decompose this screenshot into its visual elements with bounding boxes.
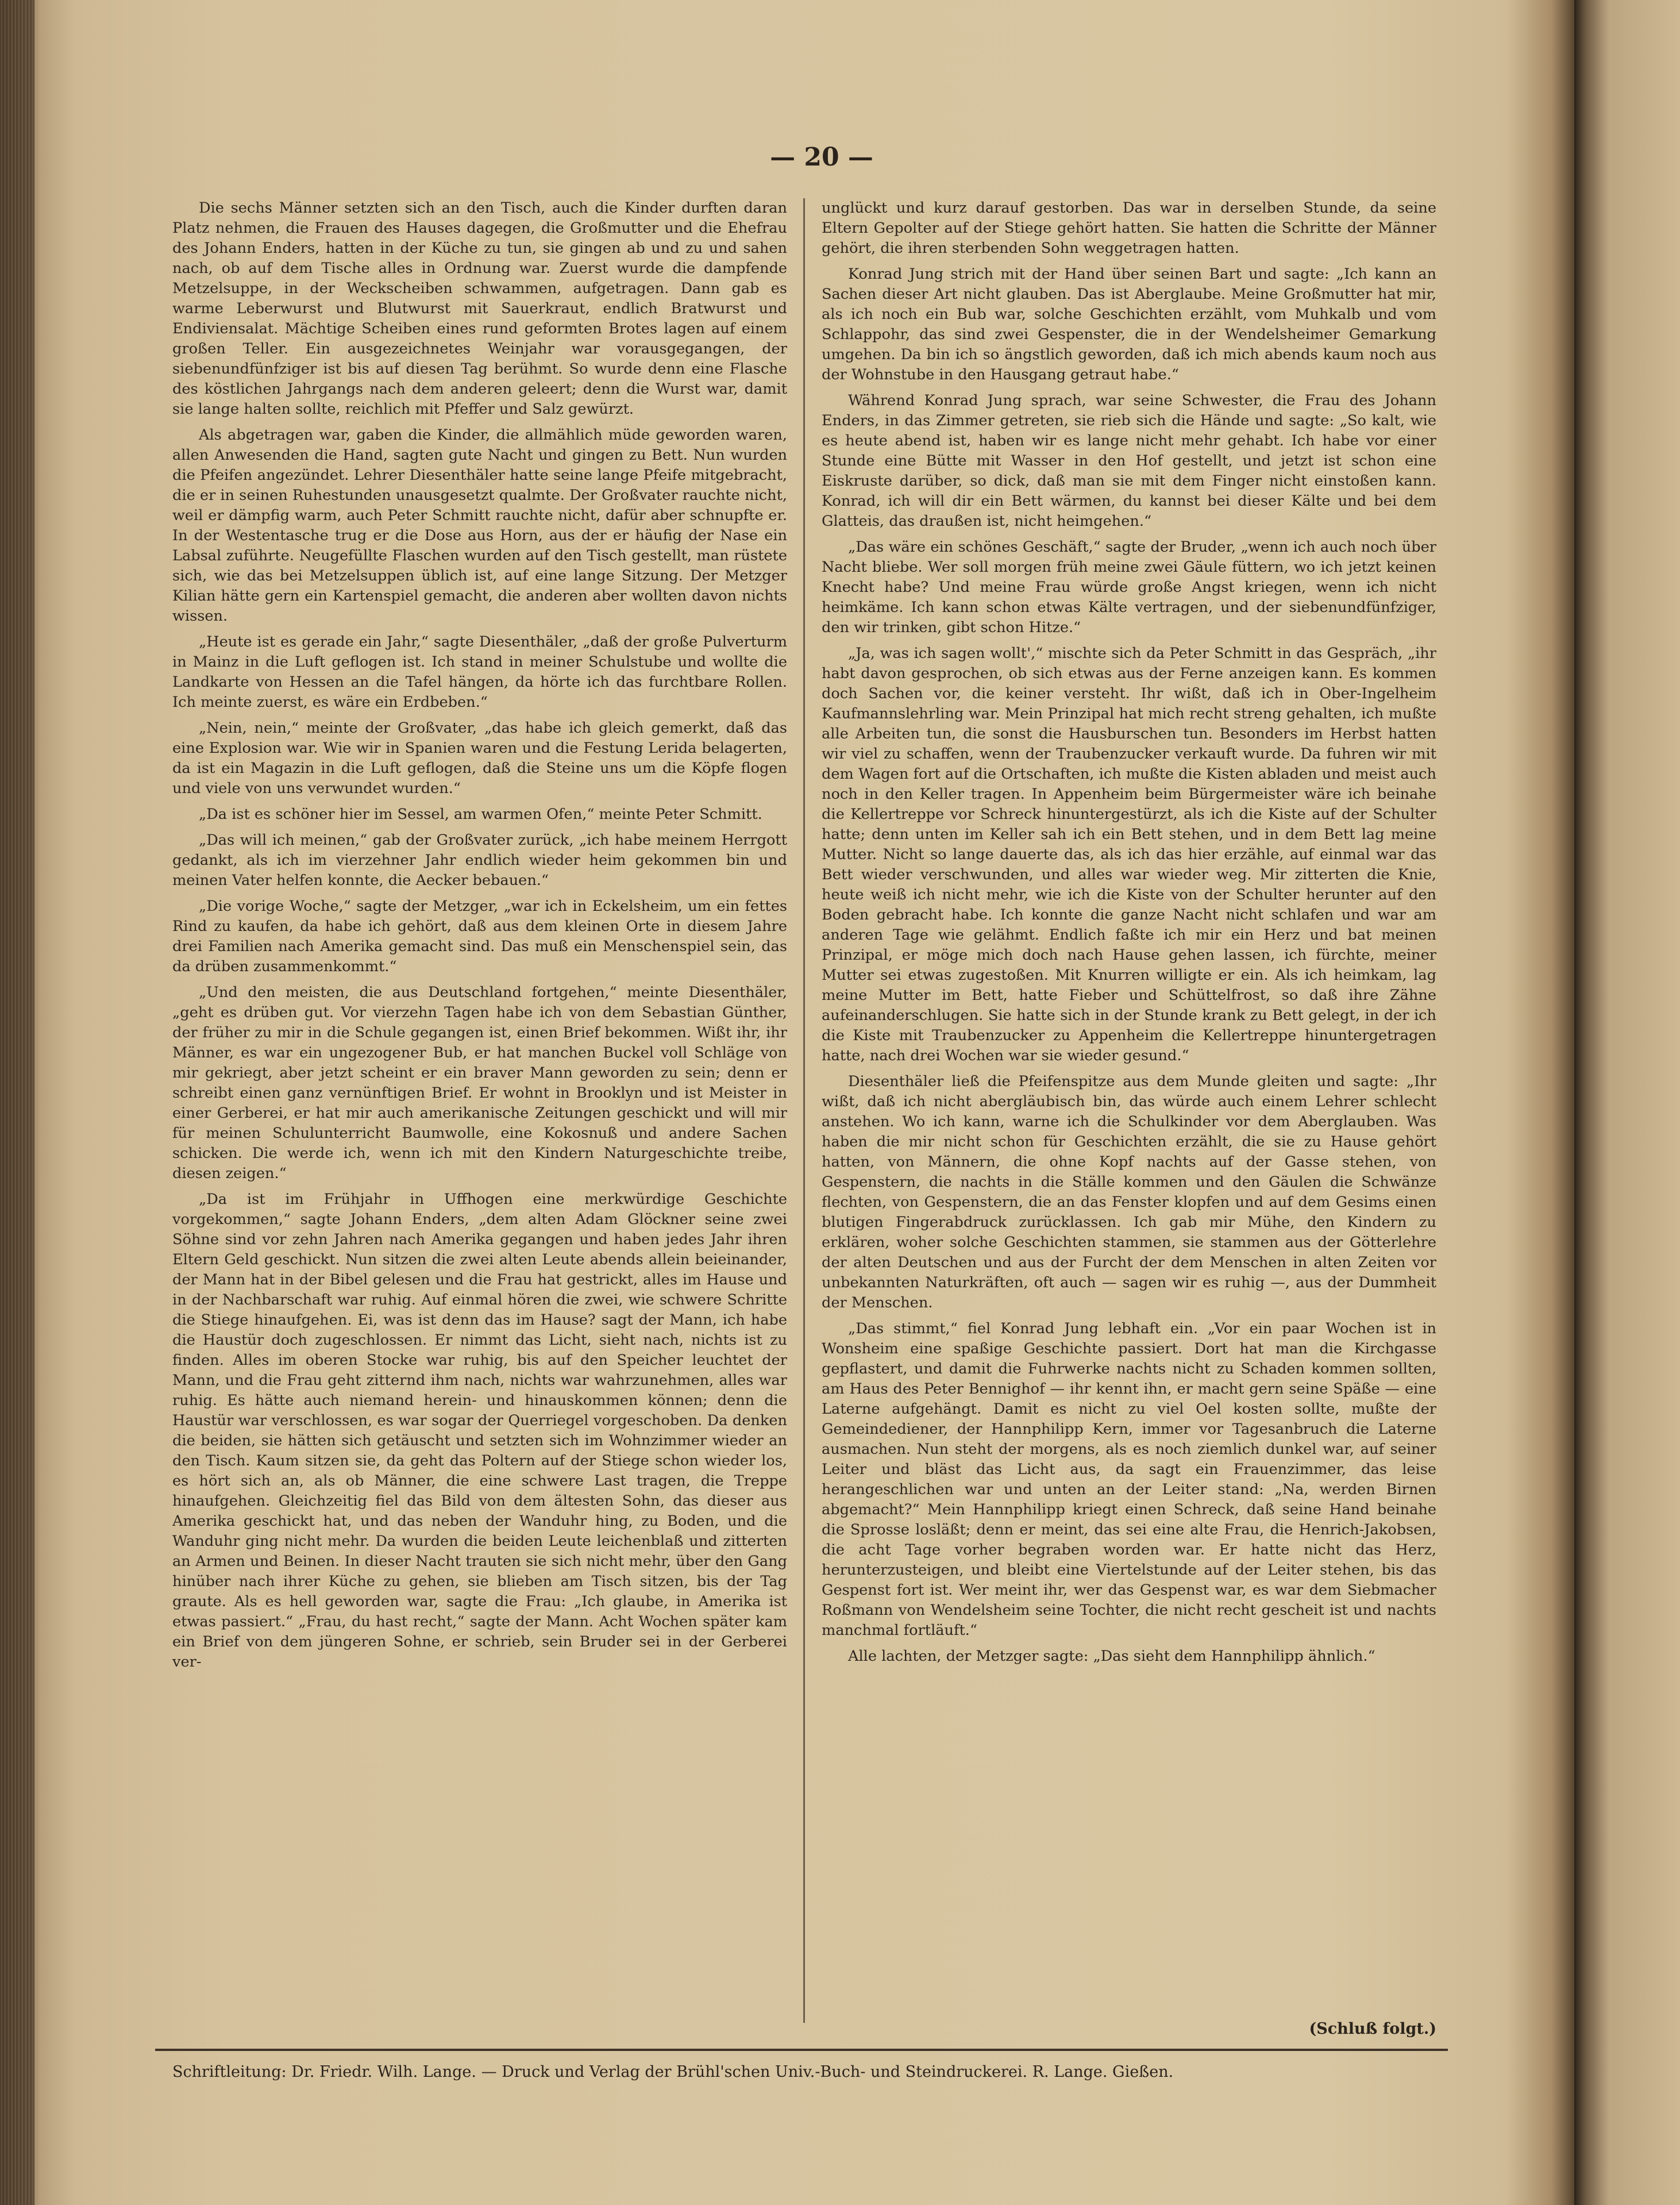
paragraph: unglückt und kurz darauf gestorben. Das war in derselben Stunde, da seine Eltern Gepolter auf der Stiege gehört hatten. Sie hatten die Schritte der Männer gehört, die ihren sterbenden Sohn weggetragen hatten.	[822, 199, 1436, 257]
page-number: — 20 —	[770, 143, 873, 172]
paragraph: „Und den meisten, die aus Deutschland fortgehen,“ meinte Diesenthäler, „geht es drüben gut. Vor vierzehn Tagen habe ich von dem Sebastian Günther, der früher zu mir in die Schule gegangen ist, einen Brief bekommen. Wißt ihr, ihr Männer, es war ein ungezogener Bub, er hat manchen Buckel voll Schläge von mir gekriegt, aber jetzt scheint er ein braver Mann geworden zu sein; denn er schreibt einen ganz vernünftigen Brief. Er wohnt in Brooklyn und ist Meister in einer Gerberei, er hat mir auch amerikanische Zeitungen geschickt und will mir für meinen Schulunterricht Baumwolle, eine Kokosnuß und andere Sachen schicken. Die werde ich, wenn ich mit den Kindern Naturgeschichte treibe, diesen zeigen.“	[172, 984, 787, 1182]
paragraph: Die sechs Männer setzten sich an den Tisch, auch die Kinder durften daran Platz nehmen, die Frauen des Hauses dagegen, die Großmutter und die Ehefrau des Johann Enders, hatten in der Küche zu tun, sie gingen ab und zu und sahen nach, ob auf dem Tische alles in Ordnung war. Zuerst wurde die dampfende Metzelsuppe, in der Weckscheiben schwammen, aufgetragen. Dann gab es warme Leberwurst und Blutwurst mit Sauerkraut, endlich Bratwurst und Endiviensalat. Mächtige Scheiben eines rund geformten Brotes lagen auf einem großen Teller. Ein ausgezeichnetes Weinjahr war vorausgegangen, der siebenundfünfziger ist bis auf diesen Tag berühmt. So wurde denn eine Flasche des köstlichen Jahrgangs nach dem anderen geleert; denn die Wurst war, damit sie lange halten sollte, reichlich mit Pfeffer und Salz gewürzt.	[172, 199, 787, 418]
paragraph: „Das will ich meinen,“ gab der Großvater zurück, „ich habe meinem Herrgott gedankt, als ich im vierzehner Jahr endlich wieder heim gekommen bin und meinen Vater helfen konnte, die Aecker bebauen.“	[172, 832, 787, 889]
column-divider	[803, 198, 805, 2023]
paragraph: „Ja, was ich sagen wollt',“ mischte sich da Peter Schmitt in das Gespräch, „ihr habt davon gesprochen, ob sich etwas aus der Ferne anzeigen kann. Es kommen doch Sachen vor, die keiner versteht. Ihr wißt, daß ich in Ober-Ingelheim Kaufmannslehrling war. Mein Prinzipal hat mich recht streng gehalten, ich mußte alle Arbeiten tun, die sonst die Hausburschen tun. Besonders im Herbst hatten wir viel zu schaffen, wenn der Traubenzucker verkauft wurde. Da fuhren wir mit dem Wagen fort auf die Ortschaften, ich mußte die Kisten abladen und meist auch noch in den Keller tragen. In Appenheim beim Bürgermeister wäre ich beinahe die Kellertreppe vor Schreck hinuntergestürzt, als ich die Kiste auf der Schulter hatte; denn unten im Keller sah ich ein Bett stehen, und in dem Bett lag meine Mutter. Nicht so lange dauerte das, als ich das hier erzähle, auf einmal war das Bett wieder verschwunden, und alles war wieder weg. Mir zitterten die Knie, heute weiß ich nicht mehr, wie ich die Kiste von der Schulter herunter auf den Boden gebracht habe. Ich konnte die ganze Nacht nicht schlafen und war am anderen Tage wie gelähmt. Endlich faßte ich mir ein Herz und bat meinen Prinzipal, er möge mich doch nach Hause gehen lassen, ich fürchte, meiner Mutter sei etwas zugestoßen. Mit Knurren willigte er ein. Als ich heimkam, lag meine Mutter im Bett, hatte Fieber und Schüttelfrost, so daß ihre Zähne aufeinanderschlugen. Sie hatte sich in der Stunde krank zu Bett gelegt, in der ich die Kiste mit Traubenzucker zu Appenheim die Kellertreppe hinuntergetragen hatte, nach drei Wochen war sie wieder gesund.“	[822, 645, 1436, 1064]
paragraph: „Die vorige Woche,“ sagte der Metzger, „war ich in Eckelsheim, um ein fettes Rind zu kaufen, da habe ich gehört, daß aus dem kleinen Orte in diesem Jahre drei Familien nach Amerika gemacht sind. Das muß ein Menschenspiel sein, das da drüben zusammenkommt.“	[172, 898, 787, 975]
paragraph: Als abgetragen war, gaben die Kinder, die allmählich müde geworden waren, allen Anwesenden die Hand, sagten gute Nacht und gingen zu Bett. Nun wurden die Pfeifen angezündet. Lehrer Diesenthäler hatte seine lange Pfeife mitgebracht, die er in seinen Ruhestunden unausgesetzt qualmte. Der Großvater rauchte nicht, weil er dämpfig warm, auch Peter Schmitt rauchte nicht, dafür aber schnupfte er. In der Westentasche trug er die Dose aus Horn, aus der er häufig der Nase ein Labsal zuführte. Neugefüllte Flaschen wurden auf den Tisch gestellt, man rüstete sich, wie das bei Metzelsuppen üblich ist, auf eine lange Sitzung. Der Metzger Kilian hätte gern ein Kartenspiel gemacht, die anderen aber wollten davon nichts wissen.	[172, 426, 787, 625]
footer-rule	[155, 2049, 1448, 2051]
facing-page-fragment	[1574, 0, 1680, 2205]
paragraph: „Heute ist es gerade ein Jahr,“ sagte Diesenthäler, „daß der große Pulverturm in Mainz in die Luft geflogen ist. Ich stand in meiner Schulstube und wollte die Landkarte von Hessen an die Tafel hängen, da hörte ich das furchtbare Rollen. Ich meinte zuerst, es wäre ein Erdbeben.“	[172, 633, 787, 711]
imprint-line: Schriftleitung: Dr. Friedr. Wilh. Lange. — Druck und Verlag der Brühl'schen Univ.-Buch- und Steindruckerei. R. Lange. Gießen.	[172, 2063, 1174, 2081]
paragraph: Während Konrad Jung sprach, war seine Schwester, die Frau des Johann Enders, in das Zimmer getreten, sie rieb sich die Hände und sagte: „So kalt, wie es heute abend ist, haben wir es lange nicht mehr gehabt. Ich habe vor einer Stunde eine Bütte mit Wasser in den Hof gestellt, und jetzt ist schon eine Eiskruste darüber, so dick, daß man sie mit dem Finger nicht einstoßen kann. Konrad, ich will dir ein Bett wärmen, du kannst bei dieser Kälte und bei dem Glatteis, das draußen ist, nicht heimgehen.“	[822, 392, 1436, 530]
paragraph: „Da ist es schöner hier im Sessel, am warmen Ofen,“ meinte Peter Schmitt.	[199, 806, 762, 823]
paragraph: Alle lachten, der Metzger sagte: „Das sieht dem Hannphilipp ähnlich.“	[848, 1648, 1375, 1665]
paragraph: Diesenthäler ließ die Pfeifenspitze aus dem Munde gleiten und sagte: „Ihr wißt, daß ich nicht abergläubisch bin, das würde auch einem Lehrer schlecht anstehen. Wo ich kann, warne ich die Schulkinder vor dem Aberglauben. Was haben die mir nicht schon für Geschichten erzählt, die sie zu Hause gehört hatten, von Männern, die ohne Kopf nachts auf der Gasse stehen, von Gespenstern, die nachts in die Ställe kommen und den Gäulen die Schwänze flechten, von Gespenstern, die an das Fenster klopfen und auf dem Gesims einen blutigen Fingerabdruck zurücklassen. Ich gab mir Mühe, den Kindern zu erklären, woher solche Geschichten stammen, sie stammen aus der Götterlehre der alten Deutschen und aus der Furcht der dem Menschen in alten Zeiten vor unbekannten Naturkräften, oft auch — sagen wir es ruhig —, aus der Dummheit der Menschen.	[822, 1073, 1436, 1311]
to-be-continued-note: (Schluß folgt.)	[1309, 2020, 1436, 2038]
paragraph: Konrad Jung strich mit der Hand über seinen Bart und sagte: „Ich kann an Sachen dieser Art nicht glauben. Das ist Aberglaube. Meine Großmutter hat mir, als ich noch ein Bub war, solche Geschichten erzählt, vom Muhkalb und vom Schlappohr, das sind zwei Gespenster, die in der Wendelsheimer Gemarkung umgehen. Da bin ich so ängstlich geworden, daß ich mich abends kaum noch aus der Wohnstube in den Hausgang getraut habe.“	[822, 265, 1436, 383]
paragraph: „Nein, nein,“ meinte der Großvater, „das habe ich gleich gemerkt, daß das eine Explosion war. Wie wir in Spanien waren und die Festung Lerida belagerten, da ist ein Magazin in die Luft geflogen, daß die Steine uns um die Köpfe flogen und viele von uns verwundet wurden.“	[172, 719, 787, 797]
paragraph: „Das wäre ein schönes Geschäft,“ sagte der Bruder, „wenn ich auch noch über Nacht bliebe. Wer soll morgen früh meine zwei Gäule füttern, wo ich jetzt keinen Knecht habe? Und meine Frau würde große Angst kriegen, wenn ich nicht heimkäme. Ich kann schon etwas Kälte vertragen, und der siebenundfünfziger, den wir trinken, gibt schon Hitze.“	[822, 538, 1436, 636]
paragraph: „Das stimmt,“ fiel Konrad Jung lebhaft ein. „Vor ein paar Wochen ist in Wonsheim eine spaßige Geschichte passiert. Dort hat man die Kirchgasse gepflastert, und damit die Fuhrwerke nachts nicht zu Schaden kommen sollten, am Haus des Peter Bennighof — ihr kennt ihn, er macht gern seine Späße — eine Laterne aufgehängt. Damit es nicht zu viel Oel kosten sollte, mußte der Gemeindediener, der Hannphilipp Kern, immer vor Tagesanbruch die Laterne ausmachen. Nun steht der morgens, als es noch ziemlich dunkel war, auf seiner Leiter und bläst das Licht aus, da sagt ein Frauenzimmer, das leise herangeschlichen war und unten an der Leiter stand: „Na, werden Birnen abgemacht?“ Mein Hannphilipp kriegt einen Schreck, daß seine Hand beinahe die Sprosse losläßt; denn er meint, das sei eine alte Frau, die Henrich-Jakobsen, die acht Tage vorher begraben worden war. Er hatte nicht das Herz, herunterzusteigen, und bleibt eine Viertelstunde auf der Leiter stehen, bis das Gespenst fort ist. Wer meint ihr, wer das Gespenst war, es war dem Siebmacher Roßmann von Wendelsheim seine Tochter, die nicht recht gescheit ist und nachts manchmal fortläuft.“	[822, 1320, 1436, 1639]
book-page-edges	[0, 0, 34, 2205]
left-text-column	[172, 198, 787, 2014]
right-text-column	[822, 198, 1436, 2014]
paragraph: „Da ist im Frühjahr in Uffhogen eine merkwürdige Geschichte vorgekommen,“ sagte Johann Enders, „dem alten Adam Glöckner seine zwei Söhne sind vor zehn Jahren nach Amerika gegangen und haben jedes Jahr ihren Eltern Geld geschickt. Nun sitzen die zwei alten Leute abends allein beieinander, der Mann hat in der Bibel gelesen und die Frau hat gestrickt, alles im Hause und in der Nachbarschaft war ruhig. Auf einmal hören die zwei, wie schwere Schritte die Stiege hinaufgehen. Ei, was ist denn das im Hause? sagt der Mann, ich habe die Haustür doch zugeschlossen. Er nimmt das Licht, sieht nach, nichts ist zu finden. Alles im oberen Stocke war ruhig, bis auf den Speicher leuchtet der Mann, und die Frau geht zitternd ihm nach, nichts war wahrzunehmen, alles war ruhig. Es hätte auch niemand herein- und hinauskommen können; denn die Haustür war verschlossen, es war sogar der Querriegel vorgeschoben. Da denken die beiden, sie hätten sich getäuscht und setzten sich im Wohnzimmer wieder an den Tisch. Kaum sitzen sie, da geht das Poltern auf der Stiege schon wieder los, es hört sich an, als ob Männer, die eine schwere Last tragen, die Treppe hinaufgehen. Gleichzeitig fiel das Bild von dem ältesten Sohn, das dieser aus Amerika geschickt hat, und das neben der Wanduhr hing, zu Boden, und die Wanduhr ging nicht mehr. Da wurden die beiden Leute leichenblaß und zitterten an Armen und Beinen. In dieser Nacht trauten sie sich nicht mehr, über den Gang hinüber nach ihrer Küche zu gehen, sie blieben am Tisch sitzen, bis der Tag graute. Als es hell geworden war, sagte die Frau: „Ich glaube, in Amerika ist etwas passiert.“ „Frau, du hast recht,“ sagte der Mann. Acht Wochen später kam ein Brief von dem jüngeren Sohne, er schrieb, sein Bruder sei in der Gerberei ver-	[172, 1191, 787, 1671]
